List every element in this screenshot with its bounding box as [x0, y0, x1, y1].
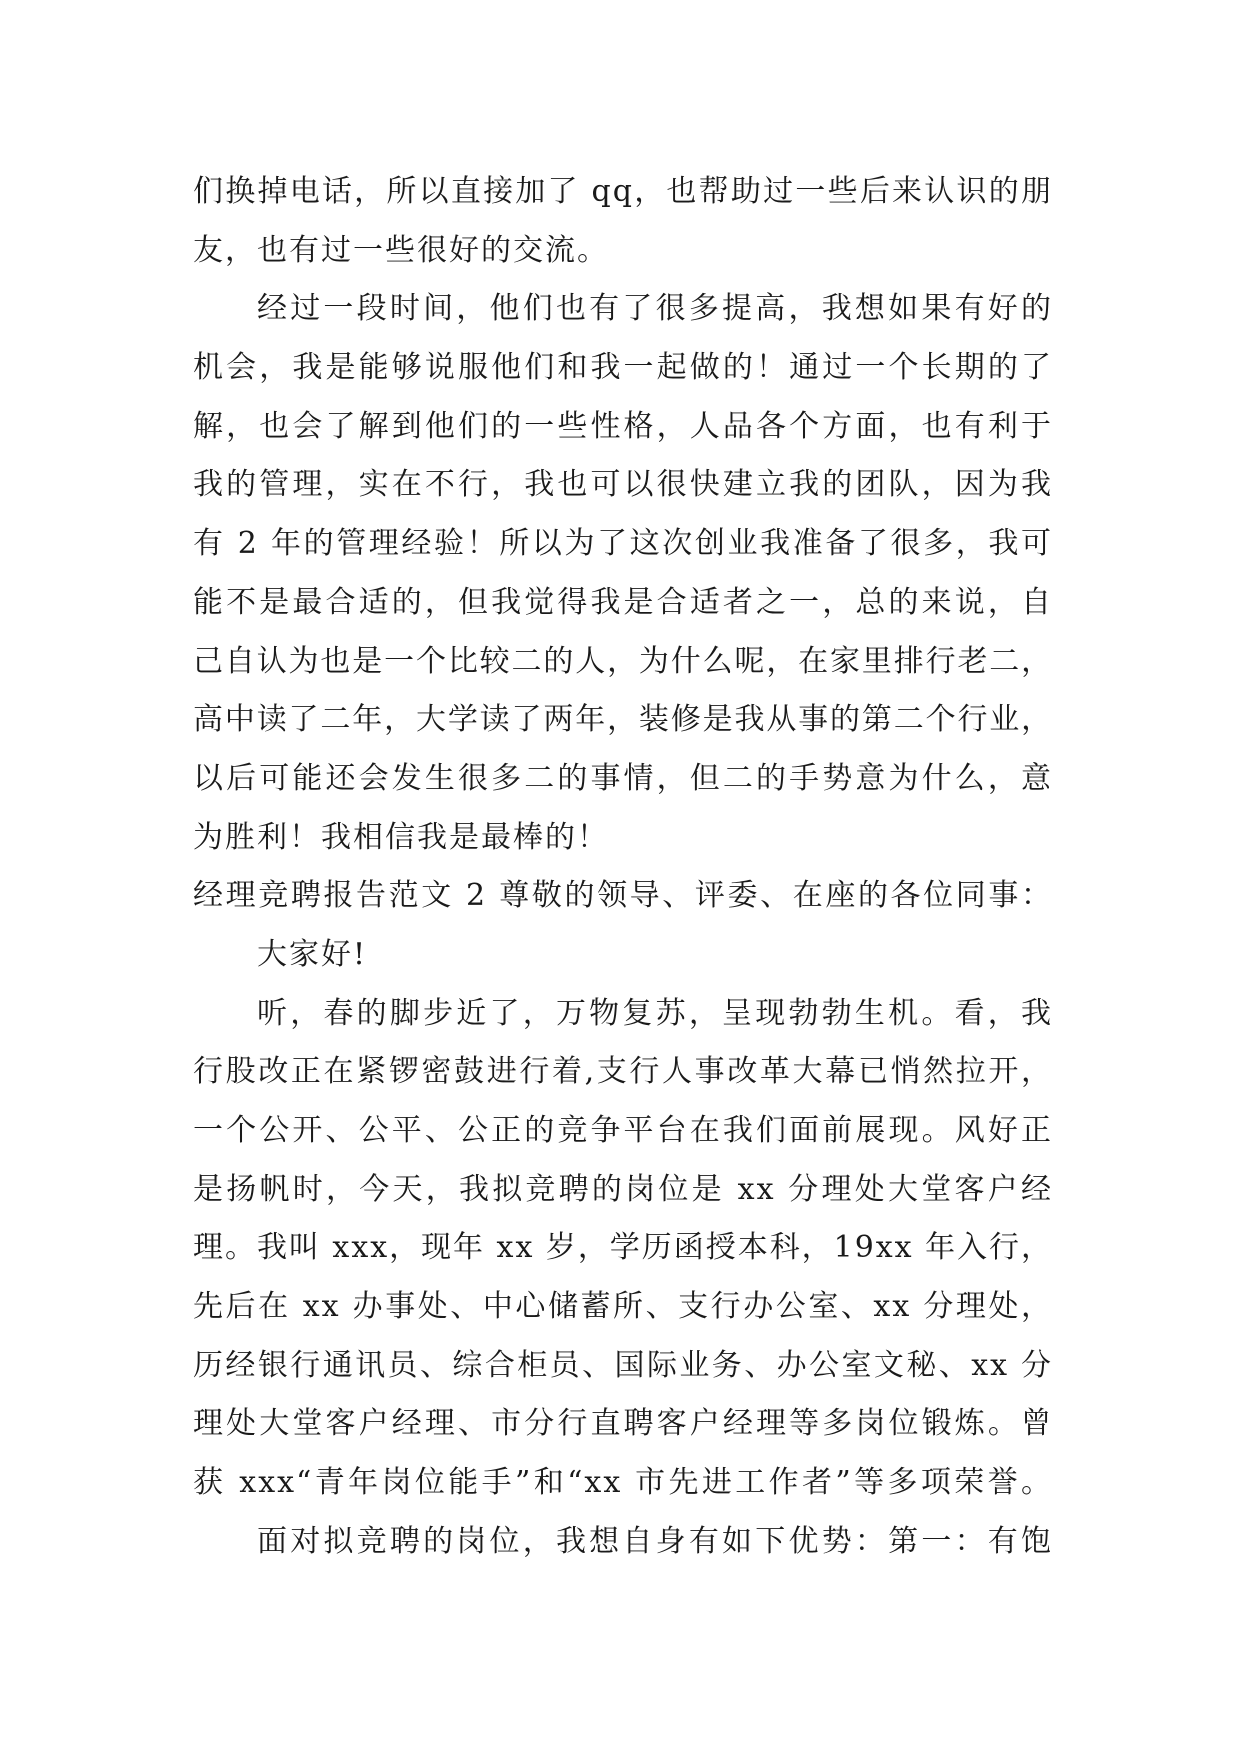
- text-line: 获 xxx“青年岗位能手”和“xx 市先进工作者”等多项荣誉。: [193, 1465, 1053, 1501]
- text-line: 经过一段时间，他们也有了很多提高，我想如果有好的: [257, 291, 1053, 327]
- text-line: 行股改正在紧锣密鼓进行着,支行人事改革大幕已悄然拉开，: [193, 1054, 1053, 1090]
- text-line: 一个公开、公平、公正的竞争平台在我们面前展现。风好正: [193, 1113, 1053, 1148]
- text-line: 面对拟竞聘的岗位，我想自身有如下优势：第一：有饱: [257, 1523, 1053, 1559]
- text-line: 我的管理，实在不行，我也可以很快建立我的团队，因为我: [193, 467, 1053, 503]
- text-line: 以后可能还会发生很多二的事情，但二的手势意为什么，意: [193, 760, 1053, 796]
- text-line: 己自认为也是一个比较二的人，为什么呢，在家里排行老二，: [193, 643, 1053, 679]
- text-line: 经理竞聘报告范文 2 尊敬的领导、评委、在座的各位同事：: [193, 878, 1053, 914]
- text-line: 先后在 xx 办事处、中心储蓄所、支行办公室、xx 分理处，: [193, 1289, 1053, 1325]
- text-line: 友，也有过一些很好的交流。: [193, 232, 609, 268]
- document-body: [193, 163, 1053, 1572]
- text-line: 为胜利！我相信我是最棒的！: [193, 819, 609, 855]
- text-line: 听，春的脚步近了，万物复苏，呈现勃勃生机。看，我: [257, 995, 1053, 1031]
- text-line: 解，也会了解到他们的一些性格，人品各个方面，也有利于: [193, 408, 1053, 444]
- text-line: 机会，我是能够说服他们和我一起做的！通过一个长期的了: [193, 350, 1053, 386]
- text-line: 历经银行通讯员、综合柜员、国际业务、办公室文秘、xx 分: [193, 1347, 1053, 1383]
- text-line: 有 2 年的管理经验！所以为了这次创业我准备了很多，我可: [193, 526, 1053, 562]
- text-line: 理。我叫 xxx，现年 xx 岁，学历函授本科，19xx 年入行，: [193, 1230, 1053, 1266]
- text-line: 理处大堂客户经理、市分行直聘客户经理等多岗位锻炼。曾: [193, 1406, 1053, 1442]
- text-line: 高中读了二年，大学读了两年，装修是我从事的第二个行业，: [193, 702, 1053, 738]
- text-line: 大家好!: [257, 936, 368, 972]
- text-line: 们换掉电话，所以直接加了 qq，也帮助过一些后来认识的朋: [193, 174, 1053, 209]
- text-line: 能不是最合适的，但我觉得我是合适者之一，总的来说，自: [193, 584, 1053, 620]
- text-line: 是扬帆时，今天，我拟竞聘的岗位是 xx 分理处大堂客户经: [193, 1171, 1053, 1207]
